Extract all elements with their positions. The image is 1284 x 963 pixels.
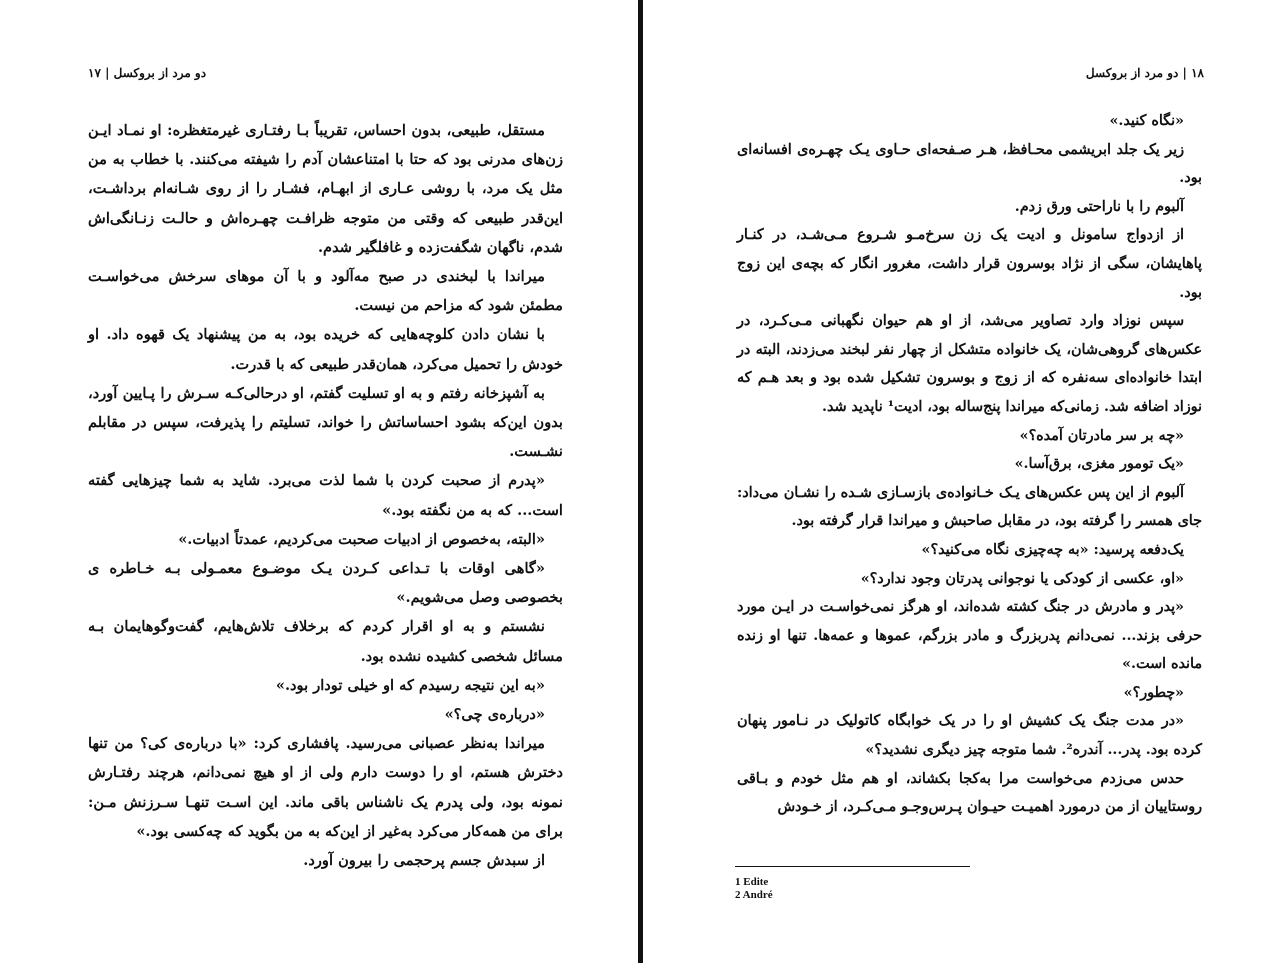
paragraph: «پدرم از صحبت کردن با شما لذت می‌برد. شاید به شما چیزهایی گفته است... که به من نگفته بود.» <box>88 472 563 519</box>
paragraph: «او، عکسی از کودکی یا نوجوانی پدرتان وجود ندارد؟» <box>860 570 1184 587</box>
paragraph: میراندا بەنظر عصبانی می‌رسید. پافشاری کرد: «با درباره‌ی کی؟ من تنها دخترش هستم، او را دوست دارم ولی از او هیچ نمی‌دانم، هرچند رفتـارش نمونه بود، ولی پدرم یک ناشناس باقی ماند. این اسـت تنهـا سـرزنش مـن: برای من همه‌کار می‌کرد به‌غیر از این‌که به من بگوید که چه‌کسی بود.» <box>88 735 563 840</box>
paragraph: میراندا با لبخندی در صبح مه‌آلود و با آن موهای سرخش می‌خواسـت مطمئن شود که مزاحم من نیست. <box>88 268 563 315</box>
footnotes <box>735 876 773 902</box>
paragraph: از سبدش جسم پرحجمی را بیرون آورد. <box>303 852 545 870</box>
paragraph: حدس می‌زدم می‌خواست مرا به‌کجا بکشاند، او هم مثل خودم و بـاقی روستاییان از من درمورد اهمیـت حیـوان پـرس‌وجـو مـی‌کـرد، از خـودش <box>737 770 1202 816</box>
paragraph: مستقل، طبیعی، بدون احساس، تقریباً بـا رفتـاری غیرمتغظره: او نمـاد ایـن زن‌های مدرنی بود که حتا با امتناعشان آدم را شیفته می‌کنند. با خطاب به من مثل یک مرد، با روشی عـاری از ابهـام، فشـار را از روی شـانه‌ام برداشـت، این‌قدر طبیعی که وقتی من متوجه ظرافـت چهـره‌اش و حالـت زنـانگی‌اش شدم، ناگهان شگفت‌زده و غافلگیر شدم. <box>88 122 563 256</box>
page-header: ۱۸ | دو مرد از بروکسل <box>1085 66 1204 80</box>
paragraph: «به این نتیجه رسیدم که او خیلی تودار بود.» <box>275 676 545 694</box>
left-page <box>0 0 638 963</box>
paragraph: «چطور؟» <box>1123 684 1184 701</box>
footnote-rule <box>735 866 970 867</box>
paragraph: از ازدواج سامونل و ادیت یک زن سرخ‌مـو شـروع مـی‌شـد، در کنـار پاهایشان، سگی از نژاد بوسرون قرار داشت، مغرور انگار که بچه‌ی این زوج بود. <box>737 227 1202 301</box>
paragraph: آلبوم از این پس عکس‌های یـک خـانواده‌ی بازسـازی شـده را نشـان می‌داد: جای همسر را گرفته بود، در مقابل صاحبش و میراندا قرار گرفته بود. <box>737 484 1202 530</box>
paragraph: سپس نوزاد وارد تصاویر می‌شد، از او هم حیوان نگهبانی مـی‌کـرد، در عکس‌های گروهی‌شان، یک خانواده متشکل از چهار نفر لبخند می‌زدند، البته در ابتدا خانواده‌ای سه‌نفره که از زوج و بوسرون تشکیل شده بود و بعد هـم که نوزاد اضافه شد. زمانی‌که میراندا پنج‌ساله بود، ادیت¹ ناپدید شد. <box>737 313 1202 415</box>
paragraph: «گاهی اوقات با تـداعی کـردن یـک موضـوع معمـولی بـه خـاطره ی بخصوصی وصل می‌شویم.» <box>88 560 563 607</box>
footnote: 2 André <box>735 889 773 901</box>
paragraph: یک‌دفعه پرسید: «به چه‌چیزی نگاه می‌کنید؟» <box>921 541 1184 558</box>
paragraph: «درباره‌ی چی؟» <box>444 706 545 724</box>
paragraph: «پدر و مادرش در جنگ کشته شده‌اند، او هرگز نمی‌خواسـت در ایـن مورد حرفی بزند... نمی‌دانم پدربزرگ و مادر بزرگم، عموها و عمه‌ها. تنها او زنده مانده است.» <box>737 599 1202 673</box>
paragraph: آلبوم را با ناراحتی ورق زدم. <box>1014 198 1184 215</box>
page-body <box>88 116 563 875</box>
page-header: دو مرد از بروکسل | ۱۷ <box>88 66 207 80</box>
page-body <box>737 107 1202 822</box>
paragraph: «چه بر سر مادرتان آمده؟» <box>1019 427 1184 444</box>
paragraph: به آشپزخانه رفتم و به او تسلیت گفتم، او درحالی‌کـه سـرش را پـایین آورد، بدون این‌که بشود احساساتش را خواند، تسلیتم را پذیرفت، سپس در مقابلم نشـست. <box>88 384 563 461</box>
footnote: 1 Edite <box>735 876 769 888</box>
paragraph: با نشان دادن کلوچه‌هایی که خریده بود، به من پیشنهاد یک قهوه داد. او خودش را تحمیل می‌کرد، همان‌قدر طبیعی که با قدرت. <box>88 326 563 373</box>
paragraph: زیر یک جلد ابریشمی محـافظ، هـر صـفحه‌ای حـاوی یـک چهـره‌ی افسانه‌ای بود. <box>737 141 1202 187</box>
paragraph: «البته، به‌خصوص از ادبیات صحبت می‌کردیم، عمدتاً ادبیات.» <box>178 530 545 548</box>
paragraph: «در مدت جنگ یک کشیش او را در یک خوابگاه کاتولیک در نـامور پنهان کرده بود. پدر... آندره². شما متوجه چیز دیگری نشدید؟» <box>737 713 1202 759</box>
paragraph: نشستم و به او اقرار کردم که برخلاف تلاش‌هایم، گفت‌وگوهایمان بـه مسائل شخصی کشیده نشده بود. <box>88 618 563 665</box>
paragraph: «نگاه کنید.» <box>1109 113 1184 129</box>
right-page <box>643 0 1284 963</box>
paragraph: «یک تومور مغزی، برق‌آسا.» <box>1014 456 1184 473</box>
